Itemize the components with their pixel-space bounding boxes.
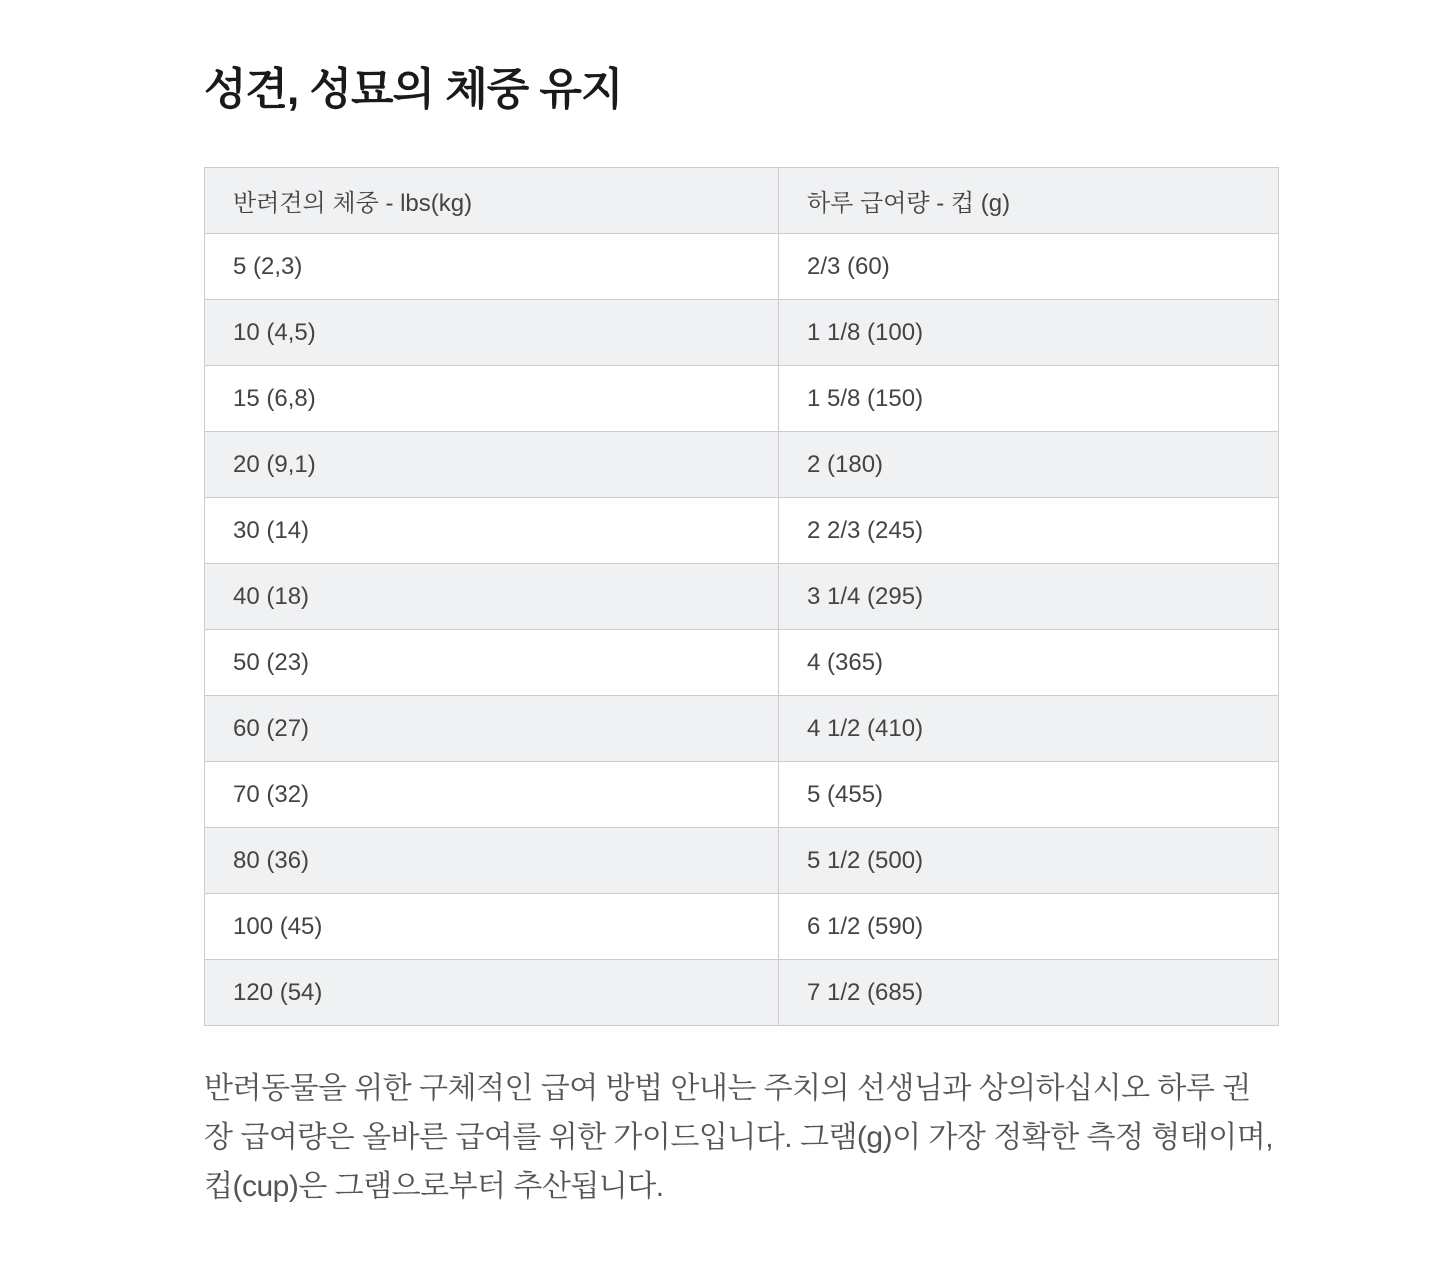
amount-cell: 3 1/4 (295): [779, 564, 1279, 630]
table-row: [205, 762, 1279, 828]
table-header-row: [205, 168, 1279, 234]
table-row: [205, 498, 1279, 564]
weight-cell: 50 (23): [205, 630, 779, 696]
table-row: [205, 828, 1279, 894]
amount-cell: 5 1/2 (500): [779, 828, 1279, 894]
amount-cell: 2 (180): [779, 432, 1279, 498]
table-row: [205, 894, 1279, 960]
amount-cell: 4 1/2 (410): [779, 696, 1279, 762]
weight-cell: 5 (2,3): [205, 234, 779, 300]
page-title: 성견, 성묘의 체중 유지: [204, 65, 623, 114]
table-row: [205, 366, 1279, 432]
amount-cell: 2/3 (60): [779, 234, 1279, 300]
header-weight: 반려견의 체중 - lbs(kg): [205, 168, 779, 234]
amount-cell: 1 5/8 (150): [779, 366, 1279, 432]
amount-cell: 2 2/3 (245): [779, 498, 1279, 564]
amount-cell: 1 1/8 (100): [779, 300, 1279, 366]
amount-cell: 6 1/2 (590): [779, 894, 1279, 960]
weight-cell: 80 (36): [205, 828, 779, 894]
weight-cell: 30 (14): [205, 498, 779, 564]
weight-cell: 10 (4,5): [205, 300, 779, 366]
amount-cell: 7 1/2 (685): [779, 960, 1279, 1026]
feeding-guide-note: 반려동물을 위한 구체적인 급여 방법 안내는 주치의 선생님과 상의하십시오 하루 권장 급여량은 올바른 급여를 위한 가이드입니다. 그램(g)이 가장 정확한 측정 형태이며, 컵(cup)은 그램으로부터 추산됩니다.: [204, 1072, 1274, 1203]
weight-cell: 100 (45): [205, 894, 779, 960]
table-row: [205, 432, 1279, 498]
weight-cell: 120 (54): [205, 960, 779, 1026]
table-row: [205, 564, 1279, 630]
table-row: [205, 960, 1279, 1026]
table-row: [205, 234, 1279, 300]
weight-cell: 40 (18): [205, 564, 779, 630]
feeding-table: [204, 167, 1279, 1026]
table-row: [205, 300, 1279, 366]
table-row: [205, 696, 1279, 762]
table-row: [205, 630, 1279, 696]
weight-cell: 60 (27): [205, 696, 779, 762]
weight-cell: 20 (9,1): [205, 432, 779, 498]
main-content: [204, 0, 1278, 1211]
amount-cell: 4 (365): [779, 630, 1279, 696]
header-daily-amount: 하루 급여량 - 컵 (g): [779, 168, 1279, 234]
amount-cell: 5 (455): [779, 762, 1279, 828]
weight-cell: 15 (6,8): [205, 366, 779, 432]
weight-cell: 70 (32): [205, 762, 779, 828]
